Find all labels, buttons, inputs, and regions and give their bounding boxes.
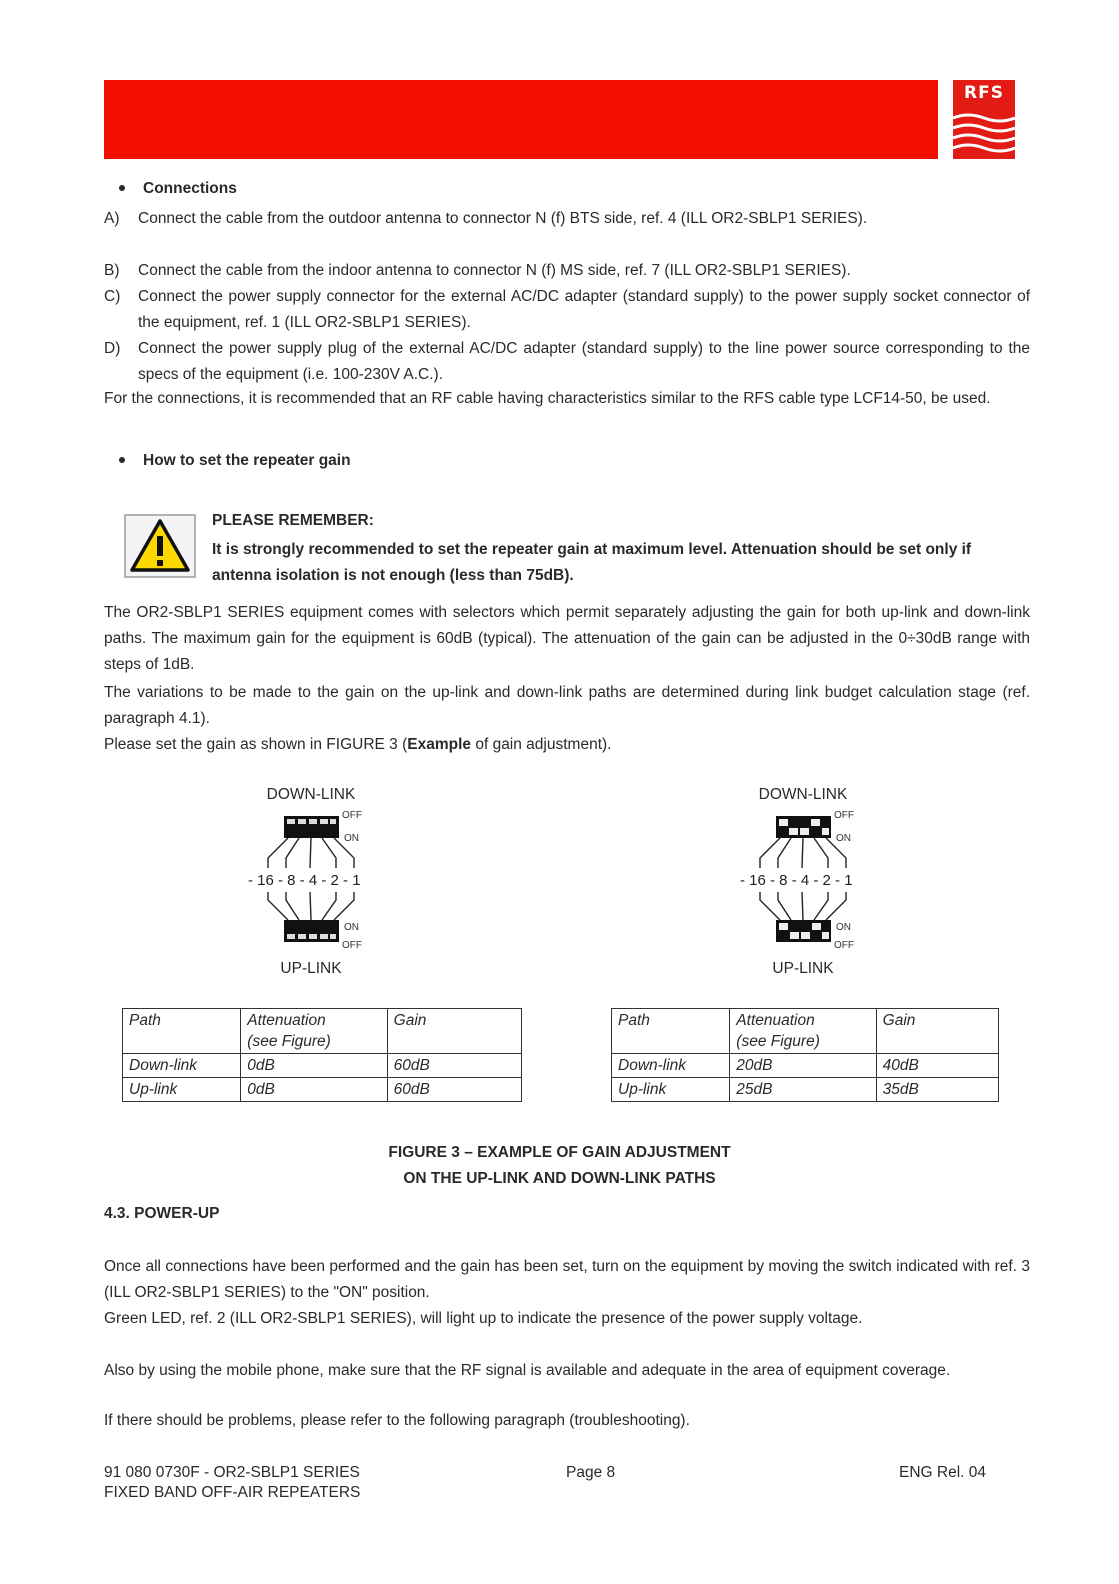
cell-attenuation: 25dB (730, 1078, 876, 1102)
figure-caption-line2: ON THE UP-LINK AND DOWN-LINK PATHS (403, 1170, 716, 1187)
connections-note: For the connections, it is recommended that an RF cable having characteristics similar to the RFS cable type LCF14-50, be used. (104, 390, 991, 407)
p3-bold: Example (407, 736, 472, 753)
header-attn-line2: (see Figure) (736, 1033, 820, 1050)
cell-attenuation: 20dB (730, 1054, 876, 1078)
warning-icon (124, 514, 196, 583)
connection-item-d (104, 336, 1030, 388)
table-row (612, 1078, 999, 1102)
table-row (123, 1078, 522, 1102)
powerup-heading: 4.3. POWER-UP (104, 1205, 220, 1222)
header-attn-line1: Attenuation (247, 1012, 326, 1029)
cell-path: Up-link (123, 1078, 241, 1102)
gain-heading-text: How to set the repeater gain (143, 452, 351, 469)
item-text: Connect the cable from the indoor antenna to connector N (f) MS side, ref. 7 (ILL OR2-SBLP1 SERIES). (138, 262, 851, 279)
cell-attenuation: 0dB (241, 1078, 387, 1102)
header-path: Path (123, 1009, 241, 1054)
footer-page-number: Page 8 (566, 1464, 616, 1481)
powerup-paragraph-2: Green LED, ref. 2 (ILL OR2-SBLP1 SERIES), will light up to indicate the presence of the power supply voltage. (104, 1310, 863, 1327)
rfs-logo (953, 80, 1015, 159)
header-attn-line2: (see Figure) (247, 1033, 331, 1050)
off-label: OFF (342, 810, 362, 821)
connection-item-b (104, 258, 1030, 284)
header-gain: Gain (387, 1009, 521, 1054)
gain-paragraph-3 (104, 732, 1030, 758)
table-row (123, 1054, 522, 1078)
header-attenuation (241, 1009, 387, 1054)
footer-doc-code: 91 080 0730F - OR2-SBLP1 SERIES (104, 1464, 360, 1481)
connection-item-a (104, 206, 1030, 232)
table-header-row (612, 1009, 999, 1054)
item-label: C) (104, 288, 121, 305)
right-gain-table (611, 1008, 999, 1102)
logo-text: RFS (964, 83, 1004, 103)
cell-gain: 60dB (387, 1078, 521, 1102)
right-up-link-label: UP-LINK (772, 960, 834, 977)
off-label: OFF (834, 810, 854, 821)
header-attenuation (730, 1009, 876, 1054)
cell-path: Down-link (123, 1054, 241, 1078)
header-attn-line1: Attenuation (736, 1012, 815, 1029)
item-label: A) (104, 210, 120, 227)
on-label: ON (836, 922, 851, 933)
item-text: Connect the power supply plug of the external AC/DC adapter (standard supply) to the line power source corresponding to the specs of the equipment (i.e. 100-230V A.C.). (138, 340, 1030, 383)
switch-scale: - 16 - 8 - 4 - 2 - 1 (740, 872, 853, 889)
footer-release: ENG Rel. 04 (899, 1464, 987, 1481)
connections-heading-text: Connections (143, 180, 237, 197)
p3-pre: Please set the gain as shown in FIGURE 3 ( (104, 736, 408, 753)
item-text: Connect the power supply connector for the external AC/DC adapter (standard supply) to the power supply socket connector of the equipment, ref. 1 (ILL OR2-SBLP1 SERIES). (138, 288, 1030, 331)
header-path: Path (612, 1009, 730, 1054)
footer-doc-title: FIXED BAND OFF-AIR REPEATERS (104, 1484, 361, 1501)
left-dip-switch-diagram (246, 806, 396, 956)
item-text: Connect the cable from the outdoor antenna to connector N (f) BTS side, ref. 4 (ILL OR2-SBLP1 SERIES). (138, 210, 868, 227)
on-label: ON (344, 922, 359, 933)
bullet-icon (119, 185, 125, 191)
cell-path: Up-link (612, 1078, 730, 1102)
cell-gain: 60dB (387, 1054, 521, 1078)
switch-scale: - 16 - 8 - 4 - 2 - 1 (248, 872, 361, 889)
gain-paragraph-2: The variations to be made to the gain on the up-link and down-link paths are determined during link budget calculation stage (ref. paragraph 4.1). (104, 684, 1030, 727)
left-gain-table (122, 1008, 522, 1102)
cell-path: Down-link (612, 1054, 730, 1078)
cell-gain: 40dB (876, 1054, 998, 1078)
item-label: D) (104, 340, 121, 357)
cell-attenuation: 0dB (241, 1054, 387, 1078)
left-down-link-label: DOWN-LINK (266, 786, 356, 803)
header-red-bar (104, 80, 938, 159)
right-down-link-label: DOWN-LINK (758, 786, 848, 803)
warning-title: PLEASE REMEMBER: (212, 512, 374, 529)
figure-caption-line1: FIGURE 3 – EXAMPLE OF GAIN ADJUSTMENT (388, 1144, 731, 1161)
off-label: OFF (834, 940, 854, 951)
left-up-link-label: UP-LINK (280, 960, 342, 977)
right-dip-switch-diagram (738, 806, 888, 956)
gain-paragraph-1: The OR2-SBLP1 SERIES equipment comes with selectors which permit separately adjusting the gain for both up-link and down-link paths. The maximum gain for the equipment is 60dB (typical). The attenuation of the gain can be adjusted in the 0÷30dB range with steps of 1dB. (104, 604, 1030, 673)
table-row (612, 1054, 999, 1078)
connections-heading (119, 180, 237, 198)
warning-text: It is strongly recommended to set the repeater gain at maximum level. Attenuation should be set only if antenna isolation is not enough (less than 75dB). (212, 541, 972, 584)
cell-gain: 35dB (876, 1078, 998, 1102)
footer-doc-info (104, 1463, 360, 1503)
bullet-icon (119, 457, 125, 463)
powerup-paragraph-4: If there should be problems, please refer to the following paragraph (troubleshooting). (104, 1412, 690, 1429)
gain-heading (119, 452, 351, 470)
header-gain: Gain (876, 1009, 998, 1054)
p3-post: of gain adjustment). (471, 736, 612, 753)
on-label: ON (836, 833, 851, 844)
on-label: ON (344, 833, 359, 844)
off-label: OFF (342, 940, 362, 951)
powerup-paragraph-1: Once all connections have been performed and the gain has been set, turn on the equipment by moving the switch indicated with ref. 3 (ILL OR2-SBLP1 SERIES) to the "ON" position. (104, 1258, 1030, 1301)
logo-waves-icon (953, 112, 1015, 158)
item-label: B) (104, 262, 120, 279)
table-header-row (123, 1009, 522, 1054)
powerup-paragraph-3: Also by using the mobile phone, make sure that the RF signal is available and adequate in the area of equipment coverage. (104, 1362, 951, 1379)
connection-item-c (104, 284, 1030, 336)
